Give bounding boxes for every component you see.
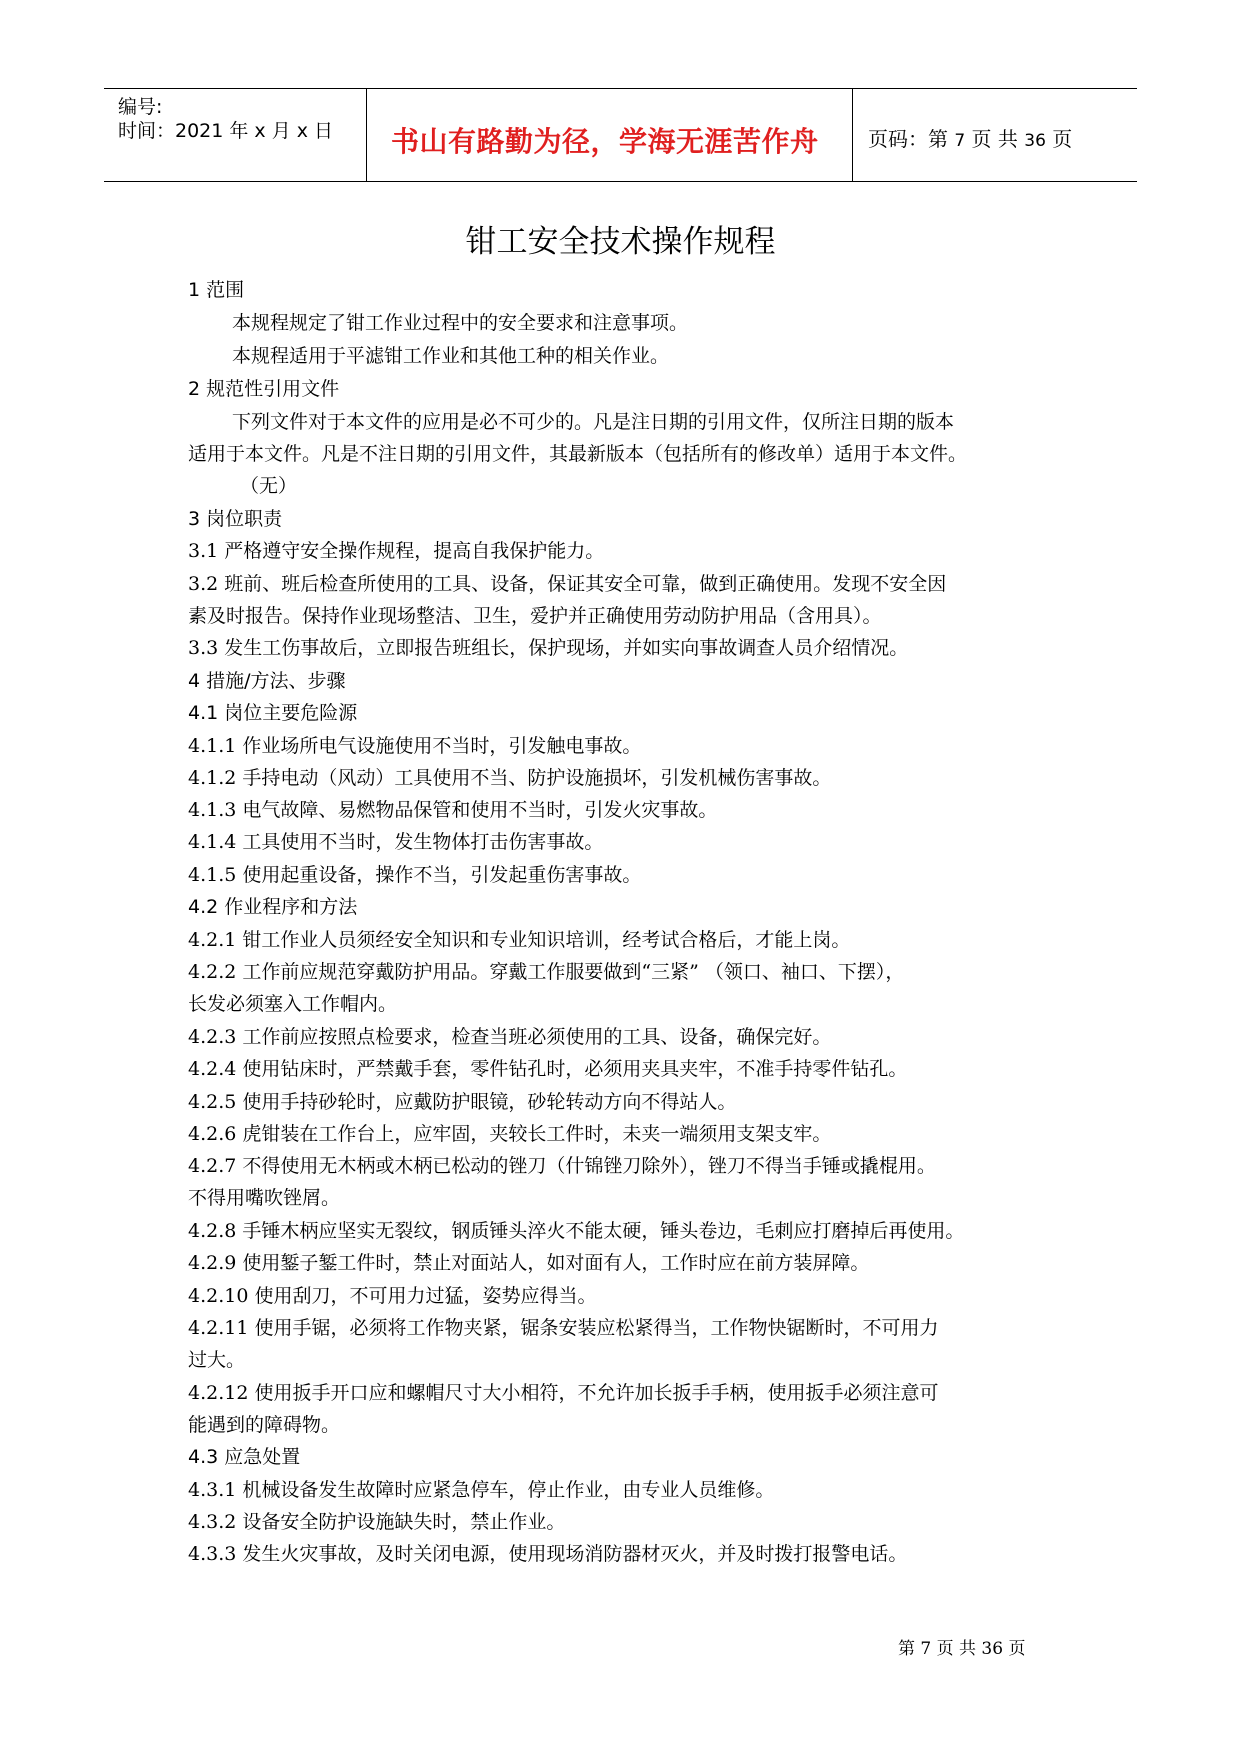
page-footer: 第 7 页 共 36 页 bbox=[898, 1639, 1026, 1659]
clause-line: 4.2.2 工作前应规范穿戴防护用品。穿戴工作服要做到“三紧” （领口、袖口、下摆）， bbox=[188, 961, 905, 983]
section-heading: 3 岗位职责 bbox=[188, 508, 283, 530]
clause-line: 能遇到的障碍物。 bbox=[188, 1414, 341, 1436]
page-mid: 页 共 bbox=[971, 127, 1018, 151]
subsection-heading: 4.2 作业程序和方法 bbox=[188, 896, 358, 918]
document-title: 钳工安全技术操作规程 bbox=[465, 224, 776, 260]
header-info-cell bbox=[104, 89, 367, 181]
clause-line: 不得用嘴吹锉屑。 bbox=[188, 1187, 341, 1209]
clause-line: 3.2 班前、班后检查所使用的工具、设备，保证其安全可靠，做到正确使用。发现不安全因 bbox=[188, 573, 947, 595]
page-suffix: 页 bbox=[1052, 127, 1073, 151]
page-number: 7 bbox=[954, 131, 966, 151]
clause-line: 4.2.10 使用刮刀，不可用力过猛，姿势应得当。 bbox=[188, 1285, 597, 1307]
section-heading: 4 措施/方法、步骤 bbox=[188, 670, 346, 692]
header-page-cell bbox=[854, 89, 1137, 181]
time-label: 时间：2021 年 x 月 x 日 bbox=[118, 120, 334, 142]
paragraph-line: 本规程规定了钳工作业过程中的安全要求和注意事项。 bbox=[232, 312, 689, 334]
clause-line: 4.2.4 使用钻床时，严禁戴手套，零件钻孔时，必须用夹具夹牢，不准手持零件钻孔。 bbox=[188, 1058, 908, 1080]
clause-line: 4.2.7 不得使用无木柄或木柄已松动的锉刀（什锦锉刀除外），锉刀不得当手锤或撬棍用。 bbox=[188, 1155, 936, 1177]
clause-line: 4.3.3 发生火灾事故，及时关闭电源，使用现场消防器材灭火，并及时拨打报警电话。 bbox=[188, 1543, 908, 1565]
section-heading: 2 规范性引用文件 bbox=[188, 378, 340, 400]
clause-line: 长发必须塞入工作帽内。 bbox=[188, 993, 398, 1015]
clause-line: 3.1 严格遵守安全操作规程，提高自我保护能力。 bbox=[188, 540, 605, 562]
paragraph-line: 本规程适用于平滤钳工作业和其他工种的相关作业。 bbox=[232, 345, 670, 367]
clause-line: 3.3 发生工伤事故后，立即报告班组长，保护现场，并如实向事故调查人员介绍情况。 bbox=[188, 637, 909, 659]
page-prefix: 页码：第 bbox=[868, 127, 948, 151]
clause-line: 4.2.12 使用扳手开口应和螺帽尺寸大小相符，不允许加长扳手手柄，使用扳手必须注意可 bbox=[188, 1382, 939, 1404]
paragraph-line: 适用于本文件。凡是不注日期的引用文件，其最新版本（包括所有的修改单）适用于本文件。 bbox=[188, 443, 968, 465]
clause-line: 4.1.3 电气故障、易燃物品保管和使用不当时，引发火灾事故。 bbox=[188, 799, 718, 821]
paragraph-line: （无） bbox=[240, 475, 298, 497]
section-heading: 1 范围 bbox=[188, 279, 245, 301]
clause-line: 4.2.1 钳工作业人员须经安全知识和专业知识培训，经考试合格后，才能上岗。 bbox=[188, 929, 851, 951]
subsection-heading: 4.1 岗位主要危险源 bbox=[188, 702, 358, 724]
clause-line: 4.2.3 工作前应按照点检要求，检查当班必须使用的工具、设备，确保完好。 bbox=[188, 1026, 832, 1048]
page-code bbox=[868, 123, 1072, 152]
clause-line: 素及时报告。保持作业现场整洁、卫生，爱护并正确使用劳动防护用品（含用具）。 bbox=[188, 605, 882, 627]
subsection-heading: 4.3 应急处置 bbox=[188, 1446, 301, 1468]
page-total: 36 bbox=[1024, 131, 1046, 151]
header-motto-cell bbox=[367, 89, 853, 181]
clause-line: 4.1.5 使用起重设备，操作不当，引发起重伤害事故。 bbox=[188, 864, 642, 886]
clause-line: 4.2.6 虎钳装在工作台上，应牢固，夹较长工件时，未夹一端须用支架支牢。 bbox=[188, 1123, 832, 1145]
clause-line: 4.3.2 设备安全防护设施缺失时，禁止作业。 bbox=[188, 1511, 566, 1533]
clause-line: 4.2.9 使用錾子錾工件时，禁止对面站人，如对面有人，工作时应在前方装屏障。 bbox=[188, 1252, 870, 1274]
document-header bbox=[104, 88, 1137, 182]
clause-line: 4.2.5 使用手持砂轮时，应戴防护眼镜，砂轮转动方向不得站人。 bbox=[188, 1091, 737, 1113]
clause-line: 过大。 bbox=[188, 1349, 246, 1371]
clause-line: 4.2.11 使用手锯，必须将工作物夹紧，锯条安装应松紧得当，工作物快锯断时，不可用力 bbox=[188, 1317, 939, 1339]
clause-line: 4.1.4 工具使用不当时，发生物体打击伤害事故。 bbox=[188, 831, 604, 853]
clause-line: 4.3.1 机械设备发生故障时应紧急停车，停止作业，由专业人员维修。 bbox=[188, 1479, 775, 1501]
code-label: 编号: bbox=[118, 96, 163, 118]
clause-line: 4.1.1 作业场所电气设施使用不当时，引发触电事故。 bbox=[188, 735, 642, 757]
motto-text: 书山有路勤为径，学海无涯苦作舟 bbox=[391, 125, 819, 158]
clause-line: 4.1.2 手持电动（风动）工具使用不当、防护设施损坏，引发机械伤害事故。 bbox=[188, 767, 832, 789]
paragraph-line: 下列文件对于本文件的应用是必不可少的。凡是注日期的引用文件，仅所注日期的版本 bbox=[232, 411, 955, 433]
clause-line: 4.2.8 手锤木柄应坚实无裂纹，钢质锤头淬火不能太硬，锤头卷边，毛刺应打磨掉后再使用。 bbox=[188, 1220, 965, 1242]
